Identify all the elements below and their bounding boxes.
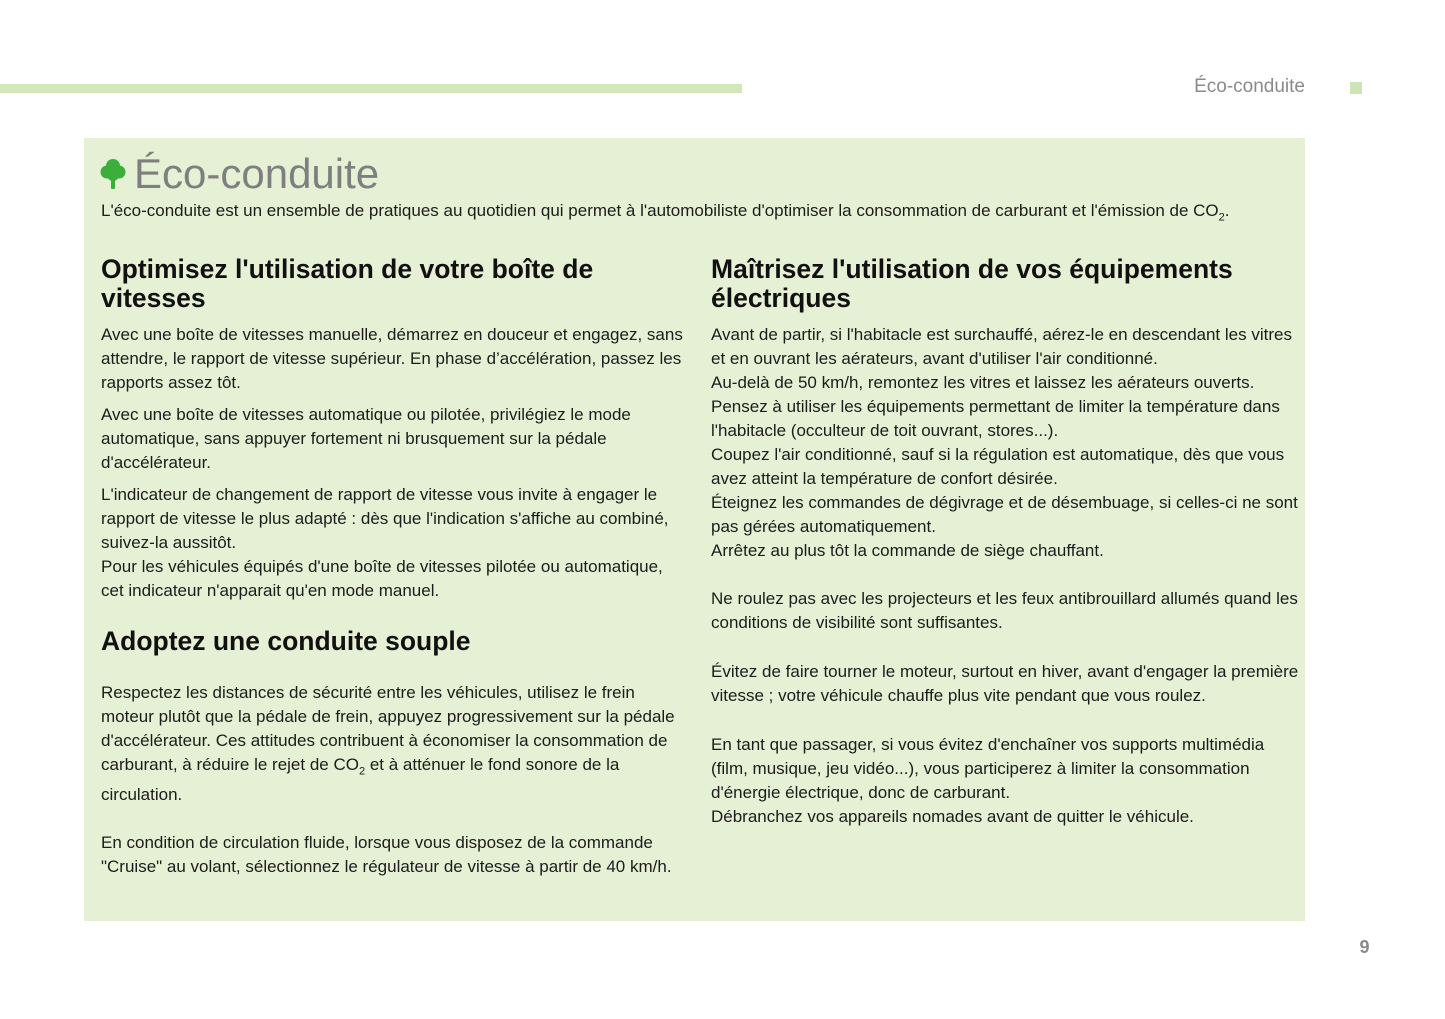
heading-gearbox: Optimisez l'utilisation de votre boîte de vitesses (101, 254, 594, 313)
paragraph-windows: Au-delà de 50 km/h, remontez les vitres et laissez les aérateurs ouverts. (711, 373, 1255, 392)
header-section-title: Éco-conduite (1194, 76, 1305, 97)
page-number: 9 (1359, 937, 1370, 957)
paragraph-ventilation: Avant de partir, si l'habitacle est surchauffé, aérez-le en descendant les vitres et en ouvrant les aérateurs, avant d'utiliser l'air conditionné. (711, 325, 1292, 368)
intro-text-end: . (1224, 201, 1230, 220)
paragraph-heated-seat: Arrêtez au plus tôt la commande de siège chauffant. (711, 541, 1104, 560)
paragraph-manual-gearbox: Avec une boîte de vitesses manuelle, démarrez en douceur et engagez, sans attendre, le rapport de vitesse supérieur. En phase d’accélération, passez les rapports assez tôt. (101, 325, 683, 392)
safety-text: Respectez les distances de sécurité entre les véhicules, utilisez le frein moteur plutôt que la pédale de frein, appuyez progressivement sur la pédale d'accélérateur. Ces attitudes contribuent à économiser la consommation de carburant, à réduire le rejet de CO (101, 683, 675, 774)
tree-icon (100, 158, 126, 190)
intro-subscript: 2 (1218, 211, 1225, 224)
paragraph-cruise-control: En condition de circulation fluide, lorsque vous disposez de la commande "Cruise" au volant, sélectionnez le régulateur de vitesse à partir de 40 km/h. (101, 833, 672, 877)
header-accent-bar (0, 84, 742, 93)
paragraph-automatic-gearbox: Avec une boîte de vitesses automatique ou pilotée, privilégiez le mode automatique, sans appuyer fortement ni brusquement sur la pédale d'accélérateur. (101, 405, 631, 472)
page-title: Éco-conduite (134, 150, 380, 197)
heading-smooth-driving: Adoptez une conduite souple (101, 626, 471, 656)
paragraph-temperature-limit: Pensez à utiliser les équipements permettant de limiter la température dans l'habitacle (occulteur de toit ouvrant, stores...). (711, 397, 1280, 440)
paragraph-headlights: Ne roulez pas avec les projecteurs et les feux antibrouillard allumés quand les conditions de visibilité sont suffisantes. (711, 589, 1298, 632)
right-column (711, 255, 1301, 829)
left-column (101, 255, 686, 879)
intro-paragraph (101, 199, 1286, 229)
paragraph-safety-distances (101, 681, 686, 807)
safety-text-end: et à atténuer le fond sonore de la circulation. (101, 755, 620, 805)
paragraph-nomad-devices: Débranchez vos appareils nomades avant de quitter le véhicule. (711, 807, 1194, 826)
paragraph-gear-indicator: L'indicateur de changement de rapport de vitesse vous invite à engager le rapport de vitesse le plus adapté : dès que l'indication s'affiche au combiné, suivez-la aussitôt. (101, 485, 669, 552)
heading-electrical-equipment: Maîtrisez l'utilisation de vos équipements électriques (711, 254, 1233, 313)
safety-subscript: 2 (358, 765, 366, 778)
header-square-marker (1350, 82, 1362, 94)
paragraph-indicator-manual-mode: Pour les véhicules équipés d'une boîte de vitesses pilotée ou automatique, cet indicateur n'apparait qu'en mode manuel. (101, 557, 663, 600)
paragraph-multimedia: En tant que passager, si vous évitez d'enchaîner vos supports multimédia (film, musique, jeu vidéo...), vous participerez à limiter la consommation d'énergie électrique, donc de carburant. (711, 735, 1265, 802)
paragraph-air-conditioning: Coupez l'air conditionné, sauf si la régulation est automatique, dès que vous avez atteint la température de confort désirée. (711, 445, 1285, 488)
paragraph-defrost: Éteignez les commandes de dégivrage et de désembuage, si celles-ci ne sont pas gérées automatiquement. (711, 493, 1298, 536)
intro-text: L'éco-conduite est un ensemble de pratiques au quotidien qui permet à l'automobiliste d'optimiser la consommation de carburant et l'émission de CO (101, 201, 1219, 220)
page-title-row (100, 150, 379, 198)
paragraph-engine-idle: Évitez de faire tourner le moteur, surtout en hiver, avant d'engager la première vitesse ; votre véhicule chauffe plus vite pendant que vous roulez. (711, 662, 1299, 705)
